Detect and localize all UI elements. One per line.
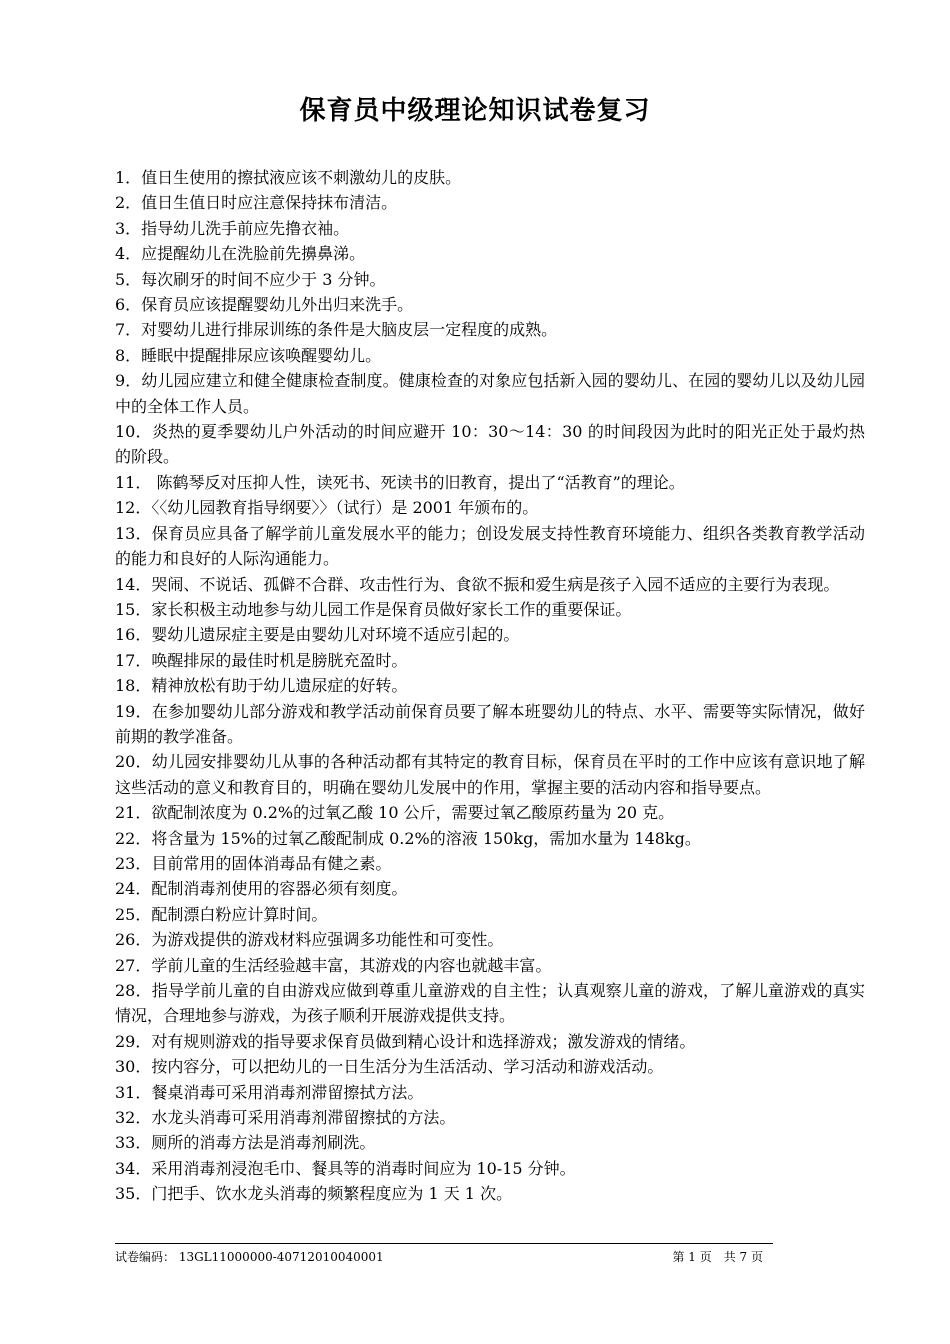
page-title: 保育员中级理论知识试卷复习 [299,96,651,126]
question-item: 3．指导幼儿洗手前应先撸衣袖。 [115,218,350,238]
question-item: 32．水龙头消毒可采用消毒剂滞留擦拭的方法。 [115,1108,456,1128]
question-item: 13．保育员应具备了解学前儿童发展水平的能力；创设发展支持性教育环境能力、组织各类教育教学活动的能力和良好的人际沟通能力。 [115,523,865,569]
question-item: 4．应提醒幼儿在洗脸前先擤鼻涕。 [115,244,366,264]
question-item: 10．炎热的夏季婴幼儿户外活动的时间应避开 10：30～14：30 的时间段因为此时的阳光正处于最灼热的阶段。 [115,422,865,467]
question-item: 12．〈〈幼儿园教育指导纲要〉〉（试行）是 2001 年颁布的。 [115,498,539,518]
question-item: 8．睡眠中提醒排尿应该唤醒婴幼儿。 [115,345,382,365]
question-item: 2．值日生值日时应注意保持抹布清洁。 [115,193,398,213]
question-item: 35．门把手、饮水龙头消毒的频繁程度应为 1 天 1 次。 [115,1184,513,1204]
question-item: 14．哭闹、不说话、孤僻不合群、攻击性行为、食欲不振和爱生病是孩子入园不适应的主要行为表现。 [115,574,840,594]
question-item: 7．对婴幼儿进行排尿训练的条件是大脑皮层一定程度的成熟。 [115,320,558,340]
question-item: 19．在参加婴幼儿部分游戏和教学活动前保育员要了解本班婴幼儿的特点、水平、需要等实际情况，做好前期的教学准备。 [115,701,865,746]
question-item: 17．唤醒排尿的最佳时机是膀胱充盈时。 [115,650,408,670]
question-item: 30．按内容分，可以把幼儿的一日生活分为生活活动、学习活动和游戏活动。 [115,1057,664,1077]
question-item: 11． 陈鹤琴反对压抑人性，读死书、死读书的旧教育，提出了“活教育”的理论。 [115,472,685,492]
question-item: 25．配制漂白粉应计算时间。 [115,904,328,924]
question-item: 15．家长积极主动地参与幼儿园工作是保育员做好家长工作的重要保证。 [115,599,632,619]
question-item: 23．目前常用的固体消毒品有健之素。 [115,853,392,873]
question-item: 33．厕所的消毒方法是消毒剂刷洗。 [115,1133,376,1153]
question-item: 34．采用消毒剂浸泡毛巾、餐具等的消毒时间应为 10-15 分钟。 [115,1158,576,1178]
question-item: 6．保育员应该提醒婴幼儿外出归来洗手。 [115,295,414,315]
question-item: 27．学前儿童的生活经验越丰富，其游戏的内容也就越丰富。 [115,955,552,975]
question-item: 1．值日生使用的擦拭液应该不刺激幼儿的皮肤。 [115,168,462,187]
question-item: 29．对有规则游戏的指导要求保育员做到精心设计和选择游戏；激发游戏的情绪。 [115,1031,696,1051]
question-item: 31．餐桌消毒可采用消毒剂滞留擦拭方法。 [115,1082,424,1102]
question-item: 16．婴幼儿遗尿症主要是由婴幼儿对环境不适应引起的。 [115,625,520,645]
question-item: 28．指导学前儿童的自由游戏应做到尊重儿童游戏的自主性；认真观察儿童的游戏，了解儿童游戏的真实情况，合理地参与游戏，为孩子顺利开展游戏提供支持。 [115,981,865,1026]
question-item: 21．欲配制浓度为 0.2%的过氧乙酸 10 公斤，需要过氧乙酸原药量为 20 克。 [115,803,675,823]
question-item: 9．幼儿园应建立和健全健康检查制度。健康检查的对象应包括新入园的婴幼儿、在园的婴幼儿以及幼儿园中的全体工作人员。 [115,371,865,416]
paper-code: 试卷编码： 13GL11000000-40712010040001 [115,1250,384,1264]
question-list [115,165,865,1207]
question-item: 5．每次刷牙的时间不应少于 3 分钟。 [115,269,386,289]
question-item: 26．为游戏提供的游戏材料应强调多功能性和可变性。 [115,930,504,950]
question-item: 20．幼儿园安排婴幼儿从事的各种活动都有其特定的教育目标，保育员在平时的工作中应该有意识地了解这些活动的意义和教育目的，明确在婴幼儿发展中的作用，掌握主要的活动内容和指导要点。 [115,752,865,797]
question-item: 24．配制消毒剂使用的容器必须有刻度。 [115,879,408,899]
page-footer [115,1243,773,1265]
question-item: 22．将含量为 15%的过氧乙酸配制成 0.2%的溶液 150kg，需加水量为 148kg。 [115,828,701,848]
question-item: 18．精神放松有助于幼儿遗尿症的好转。 [115,676,408,696]
page-number: 第 1 页 共 7 页 [672,1250,763,1264]
